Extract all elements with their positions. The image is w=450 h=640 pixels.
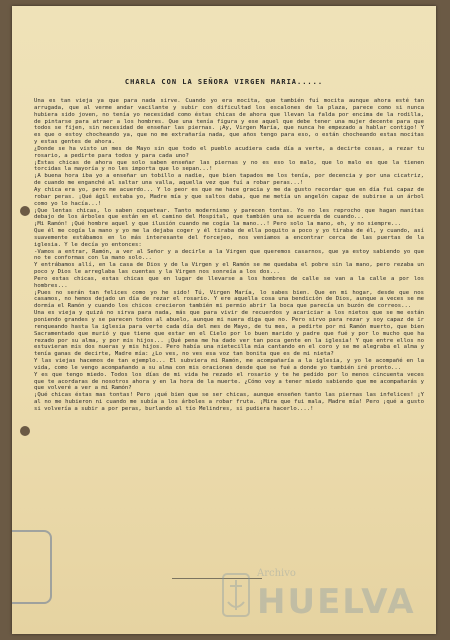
document-body — [34, 98, 424, 413]
archive-watermark — [221, 564, 426, 626]
paragraph: Y entrábamos allí, en la casa de Dios y de la Virgen y el Ramón se me quedaba el pobre sin la mano, pero rezaba un poco y Dios le arreglaba las cuentas y la Virgen nos sonreía a los dos... — [34, 262, 424, 276]
paragraph: ¡Estas chicas de ahora que solo saben enseñar las piernas y no es eso lo malo, que lo malo es que la tienen torcidas la mayoría y no les importa que lo sepan...! — [34, 159, 424, 173]
paragraph: Y las viejas hacemos de tan ejemplo... El subviera mi Ramón, me acompañaría a la iglesia, y yo le acompañé en la vida, como le vengo acompañando a su alma con mis oraciones desde que se fué a donde yo también iré pronto... — [34, 358, 424, 371]
archive-label: Archivo — [257, 568, 296, 579]
stamp-mark — [12, 530, 52, 604]
paragraph: ¡A buena hora iba yo a enseñar un tobillo a nadie, que bien tapados me los tenía, por decencia y por una cicatriz, de cuando me enganché al saltar una valla, aquella vez que fuí a robar peras...! — [34, 173, 424, 187]
paragraph: Pero estas chicas, estas chicas que en lugar de llevarse a los hombres de calle se van a la calle a por los hombres... — [34, 275, 424, 289]
paragraph: ¡Que lentas chicas, lo saben coquetear. Tanto modernismo y parecen tontas. Yo no les reprocho que hagan manitas debajo de los árboles que están en el camino del Hospital, que también una se acuerda de cuando... — [34, 207, 424, 221]
paragraph: ¿Donde se ha visto un mes de Mayo sin que todo el pueblo acudiera cada día a verte, a decirte cosas, a rezar tu rosario, a pedirte para todos y para cada uno? — [34, 145, 424, 159]
paragraph: -Vamos a entrar, Ramón, a ver al Señor y a decirle a la Virgen que queremos casarnos, que ya estoy sabiendo yo que no te conformas con la mano solo... — [34, 248, 424, 262]
paragraph: ¡Qué chicas éstas mas tontas! Pero ¡qué bien que se ser chicas, aunque enseñen tanto las piernas las infelices! ¡Y al no me hubieron ni cuando me subía a los árboles a robar fruta. ¡Mira que fui mala, Madre mía! Pero ¡qué a gusto si volvería a subir a por peras, burlando al tío Melindres, si pudiera hacerlo....! — [34, 392, 424, 412]
paragraph: Ay chica era yo, pero me acuerdo... Y lo peor es que me hace gracia y me da gusto recordar que en día fui capaz de robar peras. ¡Qué ágil estaba yo, Madre mía y que saltos daba, que me metía un angelón capaz de subirse a un árbol como yo lo hacía...! — [34, 186, 424, 207]
document-page — [12, 6, 436, 634]
paragraph: Que él me cogía la mano y yo me la dejaba coger y él tiraba de ella poquito a poco y yo tiraba de él, y cuando, así suavemente estábamos en lo más interesante del forcejeo, nos veníamos a encontrar cerca de las puertas de la iglesia. Y le decía yo entonces: — [34, 228, 424, 248]
paragraph: Una es tan vieja ya que para nada sirve. Cuando yo era mocita, que también fuí mocita aunque ahora esté tan arrugada, que al verme andar vacilante y subir con dificultad los escalones de la plaza, parece como si nunca hubiera sido joven, no tenía yo necesidad como éstas chicas de ahora que llevan la falda por encima de la rodilla, de pintarse para atraer a los hombres. Que una tenía figura y ese aquel que debe tener una mujer decente para que todos se fijen, sin necesidad de enseñar las piernas. ¡Ay, Virgen María, que nunca he empezado a hablar contigo! Y es que o estoy chocheando ya, que no me extrañaría nada, que años tengo para eso, o están chocheando estas mocitas y estas gentes de ahora. — [34, 98, 424, 146]
paragraph: ¡Pues no serán tan felices como yo he sido! Tú, Virgen María, lo sabes bien. Que en mi hogar, desde que nos casamos, no hemos dejado un día de rezar el rosario. Y ere aquella cosa una bendición de Dios, aunque a veces se me dormía el Ramón y cuando los chicos crecieron también mi permio abrir la boca que parecía un buzón de correos... — [34, 289, 424, 310]
document-title: CHARLA CON LA SEÑORA VIRGEN MARIA..... — [124, 78, 324, 86]
paragraph: Y es que tengo miedo. Todos los días de mi vida he rezado el rosario y te he pedido por lo menos cincuenta veces que te acordaras de nosotros ahora y en la hora de la muerte. ¿Cómo voy a tener miedo sabiendo que me acompañarás y que volveré a ver a mi Ramón? — [34, 371, 424, 392]
paragraph: ¡Mi Ramón! ¡Qué hombre aquel y que ilusión cuando me cogía la mano...! Pero solo la mano, eh, y no siempre... — [34, 221, 402, 228]
archive-emblem-icon — [221, 572, 251, 618]
archive-name: HUELVA — [257, 582, 416, 622]
punch-hole — [20, 206, 30, 216]
paragraph: Una es vieja y quizá no sirva para nada, más que para vivir de recuerdos y acariciar a los nietos que se me están poniendo grandes y se parecen todos al abuelo, aunque mi nuera diga que no. Pero sirvo para rezar y soy capaz de ir renqueando hasta la iglesia para verte cada día del mes de Mayo, de tu mes, a pedirte por mi Ramón muerto, que bien Sacramentado que murió y que tiene que estar en el Cielo por lo buen marido y padre que fué y por lo mucho que ha rezado por su alma, y por mis hijos... ¡Qué pena me ha dado ver tan poca gente en la iglesia! Y que entre ellos no estuvieran mis dos nueras y mis hijos. Pero había una nietecilla mía cantando en el coro y se me alegraba el alma y tenía ganas de decirte, Madre mía: ¿Lo ves, no ves esa voz tan bonita que es de mi nieta? — [34, 310, 424, 358]
punch-hole — [20, 426, 30, 436]
